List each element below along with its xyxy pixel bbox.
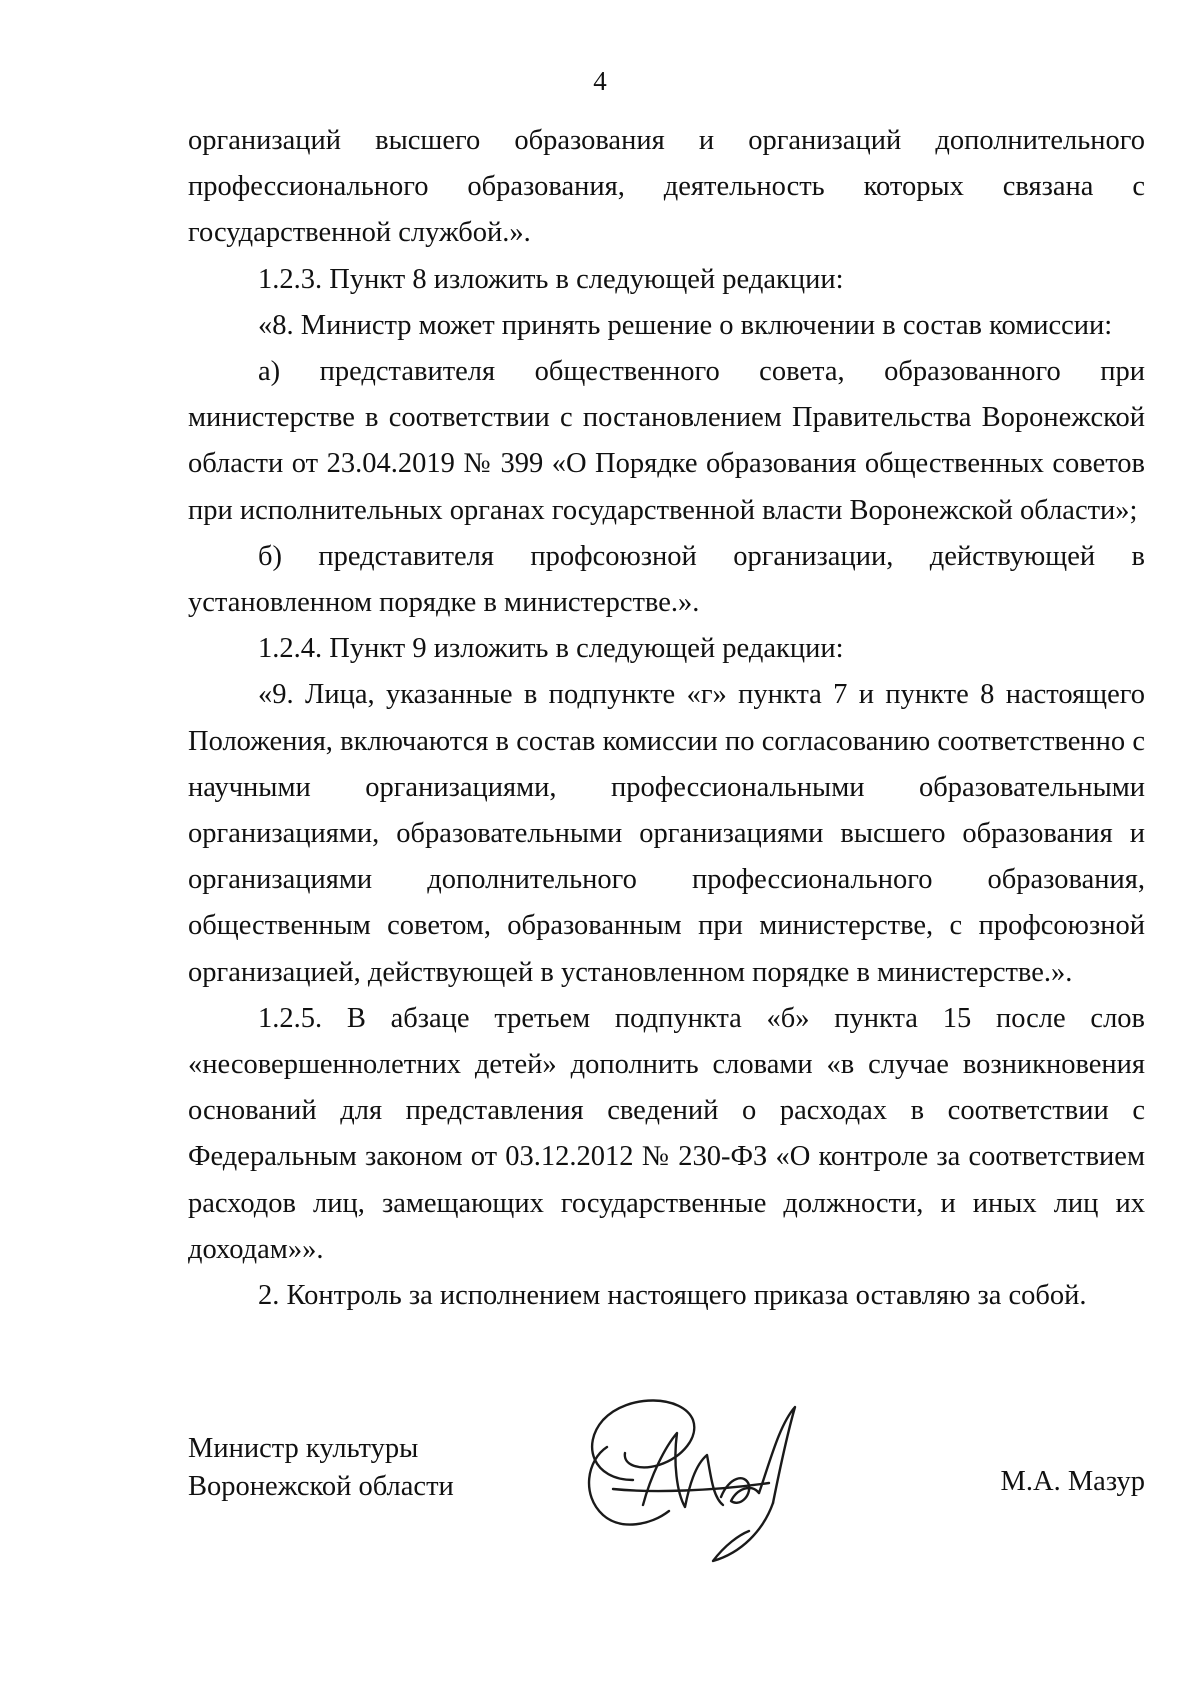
paragraph-1-2-4: 1.2.4. Пункт 9 изложить в следующей редакции: — [258, 633, 844, 665]
signer-name: М.А. Мазур — [1000, 1466, 1145, 1497]
paragraph-1-2-3: 1.2.3. Пункт 8 изложить в следующей редакции: — [258, 263, 844, 295]
signer-position-line-2: Воронежской области — [188, 1471, 454, 1502]
signature-block — [188, 1430, 1145, 1630]
paragraph-item-9: «9. Лица, указанные в подпункте «г» пункта 7 и пункте 8 настоящего Положения, включаются в состав комиссии по согласованию соответственно с научными организациями, профессиональными образовательными организациями, образовательными организациями высшего образования и организациями дополнительного профессионального образования, общественным советом, образованным при министерстве, с профсоюзной организацией, действующей в установленном порядке в министерстве.». — [188, 679, 1145, 988]
signer-position — [188, 1430, 454, 1506]
paragraph-item-8: «8. Министр может принять решение о включении в состав комиссии: — [258, 309, 1113, 341]
page-number: 4 — [593, 66, 607, 96]
document-body — [188, 118, 1145, 1319]
paragraph-1-2-5: 1.2.5. В абзаце третьем подпункта «б» пункта 15 после слов «несовершеннолетних детей» дополнить словами «в случае возникновения оснований для представления сведений о расходах в соответствии с Федеральным законом от 03.12.2012 № 230-ФЗ «О контроле за соответствием расходов лиц, замещающих государственные должности, и иных лиц их доходам»». — [188, 1002, 1145, 1265]
signer-position-line-1: Министр культуры — [188, 1433, 419, 1464]
paragraph-subitem-b: б) представителя профсоюзной организации, действующей в установленном порядке в министерстве.». — [188, 540, 1145, 619]
handwritten-signature — [573, 1385, 823, 1575]
paragraph-subitem-a: а) представителя общественного совета, образованного при министерстве в соответствии с постановлением Правительства Воронежской области от 23.04.2019 № 399 «О Порядке образования общественных советов при исполнительных органах государственной власти Воронежской области»; — [188, 356, 1145, 526]
paragraph-control: 2. Контроль за исполнением настоящего приказа оставляю за собой. — [258, 1280, 1087, 1312]
paragraph-continuation: организаций высшего образования и организаций дополнительного профессионального образования, деятельность которых связана с государственной службой.». — [188, 125, 1145, 249]
